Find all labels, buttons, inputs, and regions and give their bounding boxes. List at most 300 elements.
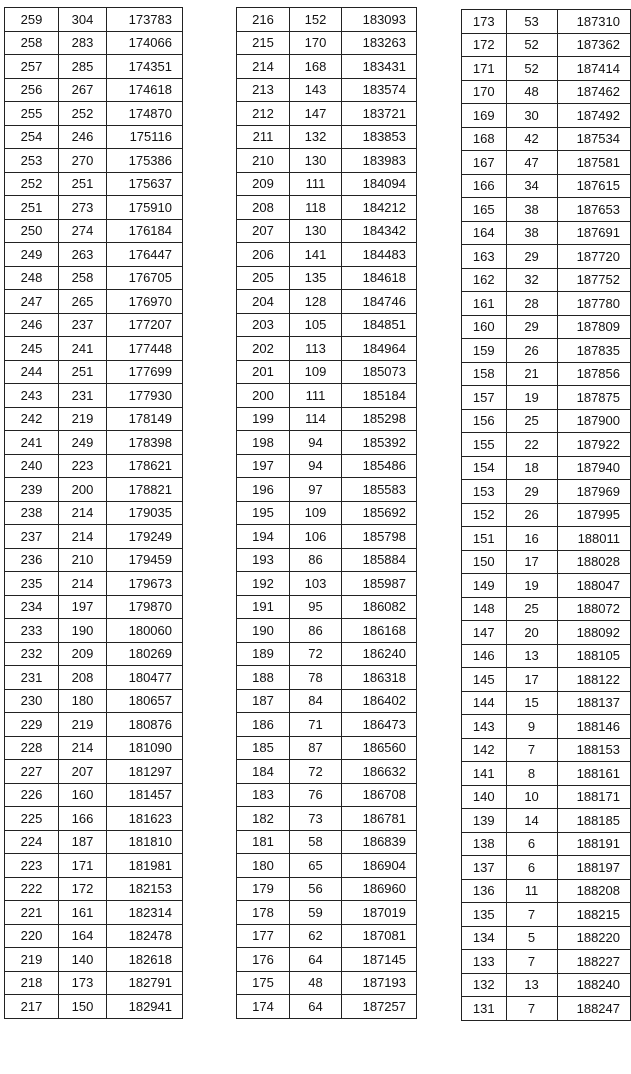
table-row <box>5 384 183 408</box>
table-row <box>5 360 183 384</box>
cumulative-cell: 183263 <box>342 31 417 55</box>
score-cell: 187 <box>237 689 290 713</box>
table-row <box>5 572 183 596</box>
score-cell: 184 <box>237 760 290 784</box>
cumulative-cell: 188247 <box>557 997 630 1021</box>
table-row <box>237 290 417 314</box>
cumulative-cell: 186318 <box>342 666 417 690</box>
count-cell: 16 <box>506 527 557 551</box>
score-cell: 224 <box>5 830 59 854</box>
score-cell: 238 <box>5 501 59 525</box>
count-cell: 29 <box>506 245 557 269</box>
cumulative-cell: 177930 <box>107 384 183 408</box>
table-row <box>462 785 631 809</box>
count-cell: 210 <box>59 548 107 572</box>
table-row <box>462 621 631 645</box>
count-cell: 94 <box>290 431 342 455</box>
cumulative-cell: 175116 <box>107 125 183 149</box>
score-cell: 216 <box>237 8 290 32</box>
score-cell: 227 <box>5 760 59 784</box>
score-cell: 172 <box>462 33 507 57</box>
count-cell: 267 <box>59 78 107 102</box>
score-cell: 154 <box>462 456 507 480</box>
score-cell: 181 <box>237 830 290 854</box>
count-cell: 72 <box>290 760 342 784</box>
score-cell: 198 <box>237 431 290 455</box>
score-cell: 164 <box>462 221 507 245</box>
count-cell: 52 <box>506 57 557 81</box>
cumulative-cell: 178821 <box>107 478 183 502</box>
count-cell: 258 <box>59 266 107 290</box>
cumulative-cell: 188171 <box>557 785 630 809</box>
count-cell: 164 <box>59 924 107 948</box>
cumulative-cell: 185583 <box>342 478 417 502</box>
score-cell: 131 <box>462 997 507 1021</box>
cumulative-cell: 187145 <box>342 948 417 972</box>
score-cell: 210 <box>237 149 290 173</box>
score-cell: 193 <box>237 548 290 572</box>
count-cell: 197 <box>59 595 107 619</box>
score-cell: 203 <box>237 313 290 337</box>
table-row <box>462 433 631 457</box>
score-cell: 249 <box>5 243 59 267</box>
table-row <box>5 807 183 831</box>
table-row <box>462 574 631 598</box>
score-cell: 186 <box>237 713 290 737</box>
cumulative-cell: 183093 <box>342 8 417 32</box>
score-cell: 183 <box>237 783 290 807</box>
table-row <box>462 832 631 856</box>
count-cell: 114 <box>290 407 342 431</box>
cumulative-cell: 187995 <box>557 503 630 527</box>
cumulative-cell: 181623 <box>107 807 183 831</box>
cumulative-cell: 179673 <box>107 572 183 596</box>
table-row <box>237 196 417 220</box>
score-cell: 200 <box>237 384 290 408</box>
score-cell: 256 <box>5 78 59 102</box>
count-cell: 73 <box>290 807 342 831</box>
count-cell: 84 <box>290 689 342 713</box>
cumulative-cell: 184094 <box>342 172 417 196</box>
score-cell: 205 <box>237 266 290 290</box>
table-row <box>237 55 417 79</box>
table-row <box>237 407 417 431</box>
count-cell: 170 <box>290 31 342 55</box>
cumulative-cell: 188240 <box>557 973 630 997</box>
cumulative-cell: 183721 <box>342 102 417 126</box>
cumulative-cell: 177207 <box>107 313 183 337</box>
score-cell: 179 <box>237 877 290 901</box>
cumulative-cell: 184851 <box>342 313 417 337</box>
count-cell: 19 <box>506 574 557 598</box>
score-cell: 160 <box>462 315 507 339</box>
table-row <box>462 221 631 245</box>
table-row <box>5 619 183 643</box>
table-row <box>462 174 631 198</box>
score-cell: 221 <box>5 901 59 925</box>
cumulative-cell: 184212 <box>342 196 417 220</box>
cumulative-cell: 188220 <box>557 926 630 950</box>
count-cell: 17 <box>506 668 557 692</box>
score-cell: 215 <box>237 31 290 55</box>
count-cell: 11 <box>506 879 557 903</box>
table-row <box>5 219 183 243</box>
count-cell: 94 <box>290 454 342 478</box>
score-cell: 206 <box>237 243 290 267</box>
table-row <box>237 760 417 784</box>
count-cell: 231 <box>59 384 107 408</box>
score-cell: 166 <box>462 174 507 198</box>
cumulative-cell: 187492 <box>557 104 630 128</box>
cumulative-cell: 180657 <box>107 689 183 713</box>
cumulative-cell: 188197 <box>557 856 630 880</box>
table-row <box>237 830 417 854</box>
cumulative-cell: 184746 <box>342 290 417 314</box>
count-cell: 22 <box>506 433 557 457</box>
cumulative-cell: 182478 <box>107 924 183 948</box>
cumulative-cell: 186402 <box>342 689 417 713</box>
table-row <box>462 57 631 81</box>
score-cell: 250 <box>5 219 59 243</box>
score-cell: 157 <box>462 386 507 410</box>
score-cell: 241 <box>5 431 59 455</box>
count-cell: 10 <box>506 785 557 809</box>
table-row <box>462 879 631 903</box>
score-cell: 209 <box>237 172 290 196</box>
score-cell: 243 <box>5 384 59 408</box>
table-row <box>5 407 183 431</box>
table-row <box>237 689 417 713</box>
count-cell: 53 <box>506 10 557 34</box>
score-cell: 161 <box>462 292 507 316</box>
count-cell: 190 <box>59 619 107 643</box>
count-cell: 30 <box>506 104 557 128</box>
score-cell: 162 <box>462 268 507 292</box>
score-cell: 159 <box>462 339 507 363</box>
cumulative-cell: 173783 <box>107 8 183 32</box>
cumulative-cell: 187257 <box>342 995 417 1019</box>
cumulative-cell: 186708 <box>342 783 417 807</box>
table-row <box>237 102 417 126</box>
count-cell: 111 <box>290 384 342 408</box>
score-cell: 218 <box>5 971 59 995</box>
count-cell: 187 <box>59 830 107 854</box>
score-cell: 258 <box>5 31 59 55</box>
table-row <box>5 642 183 666</box>
cumulative-cell: 174870 <box>107 102 183 126</box>
count-cell: 283 <box>59 31 107 55</box>
table-row <box>237 266 417 290</box>
score-cell: 231 <box>5 666 59 690</box>
count-cell: 208 <box>59 666 107 690</box>
table-row <box>237 360 417 384</box>
score-cell: 149 <box>462 574 507 598</box>
cumulative-cell: 186082 <box>342 595 417 619</box>
cumulative-cell: 188092 <box>557 621 630 645</box>
table-row <box>237 478 417 502</box>
score-cell: 146 <box>462 644 507 668</box>
cumulative-cell: 178398 <box>107 431 183 455</box>
table-row <box>237 666 417 690</box>
count-cell: 109 <box>290 501 342 525</box>
score-cell: 225 <box>5 807 59 831</box>
count-cell: 65 <box>290 854 342 878</box>
cumulative-cell: 174618 <box>107 78 183 102</box>
table-row <box>237 31 417 55</box>
count-cell: 219 <box>59 713 107 737</box>
count-cell: 172 <box>59 877 107 901</box>
count-cell: 71 <box>290 713 342 737</box>
score-cell: 138 <box>462 832 507 856</box>
count-cell: 7 <box>506 903 557 927</box>
count-cell: 86 <box>290 548 342 572</box>
table-row <box>237 172 417 196</box>
score-cell: 199 <box>237 407 290 431</box>
table-row <box>5 196 183 220</box>
cumulative-cell: 187362 <box>557 33 630 57</box>
cumulative-cell: 184342 <box>342 219 417 243</box>
score-table-column-2 <box>236 7 417 1019</box>
cumulative-cell: 180477 <box>107 666 183 690</box>
cumulative-cell: 186839 <box>342 830 417 854</box>
table-row <box>237 337 417 361</box>
cumulative-cell: 185298 <box>342 407 417 431</box>
cumulative-cell: 186960 <box>342 877 417 901</box>
cumulative-cell: 175910 <box>107 196 183 220</box>
count-cell: 7 <box>506 738 557 762</box>
score-cell: 239 <box>5 478 59 502</box>
table-row <box>237 8 417 32</box>
count-cell: 118 <box>290 196 342 220</box>
table-row <box>237 995 417 1019</box>
score-cell: 144 <box>462 691 507 715</box>
score-cell: 254 <box>5 125 59 149</box>
table-row <box>462 198 631 222</box>
score-cell: 222 <box>5 877 59 901</box>
table-row <box>462 973 631 997</box>
table-row <box>237 783 417 807</box>
cumulative-cell: 186560 <box>342 736 417 760</box>
table-row <box>5 854 183 878</box>
table-row <box>5 172 183 196</box>
count-cell: 249 <box>59 431 107 455</box>
cumulative-cell: 188161 <box>557 762 630 786</box>
count-cell: 5 <box>506 926 557 950</box>
count-cell: 160 <box>59 783 107 807</box>
count-cell: 52 <box>506 33 557 57</box>
table-row <box>5 102 183 126</box>
score-cell: 158 <box>462 362 507 386</box>
table-row <box>237 313 417 337</box>
cumulative-cell: 181297 <box>107 760 183 784</box>
score-cell: 143 <box>462 715 507 739</box>
table-row <box>5 924 183 948</box>
count-cell: 130 <box>290 219 342 243</box>
score-cell: 197 <box>237 454 290 478</box>
score-cell: 148 <box>462 597 507 621</box>
cumulative-cell: 186168 <box>342 619 417 643</box>
table-row <box>237 595 417 619</box>
table-row <box>237 901 417 925</box>
cumulative-cell: 185798 <box>342 525 417 549</box>
table-row <box>5 995 183 1019</box>
table-row <box>237 713 417 737</box>
cumulative-cell: 186904 <box>342 854 417 878</box>
table-row <box>462 503 631 527</box>
count-cell: 29 <box>506 315 557 339</box>
count-cell: 34 <box>506 174 557 198</box>
cumulative-cell: 182941 <box>107 995 183 1019</box>
table-row <box>462 315 631 339</box>
table-row <box>5 689 183 713</box>
score-cell: 190 <box>237 619 290 643</box>
cumulative-cell: 186781 <box>342 807 417 831</box>
table-row <box>462 80 631 104</box>
count-cell: 106 <box>290 525 342 549</box>
count-cell: 135 <box>290 266 342 290</box>
count-cell: 13 <box>506 973 557 997</box>
score-cell: 185 <box>237 736 290 760</box>
table-row <box>5 948 183 972</box>
score-cell: 229 <box>5 713 59 737</box>
cumulative-cell: 180269 <box>107 642 183 666</box>
count-cell: 237 <box>59 313 107 337</box>
score-cell: 208 <box>237 196 290 220</box>
count-cell: 304 <box>59 8 107 32</box>
score-cell: 201 <box>237 360 290 384</box>
table-row <box>237 572 417 596</box>
table-row <box>5 55 183 79</box>
table-row <box>462 738 631 762</box>
cumulative-cell: 186473 <box>342 713 417 737</box>
cumulative-cell: 183853 <box>342 125 417 149</box>
score-cell: 223 <box>5 854 59 878</box>
table-row <box>462 480 631 504</box>
cumulative-cell: 188153 <box>557 738 630 762</box>
table-row <box>237 78 417 102</box>
cumulative-cell: 187809 <box>557 315 630 339</box>
score-cell: 174 <box>237 995 290 1019</box>
cumulative-cell: 185987 <box>342 572 417 596</box>
table-row <box>462 456 631 480</box>
score-cell: 145 <box>462 668 507 692</box>
score-cell: 247 <box>5 290 59 314</box>
count-cell: 214 <box>59 736 107 760</box>
score-cell: 165 <box>462 198 507 222</box>
cumulative-cell: 181810 <box>107 830 183 854</box>
score-cell: 175 <box>237 971 290 995</box>
cumulative-cell: 187615 <box>557 174 630 198</box>
table-row <box>5 548 183 572</box>
table-row <box>5 78 183 102</box>
count-cell: 214 <box>59 572 107 596</box>
score-cell: 219 <box>5 948 59 972</box>
count-cell: 219 <box>59 407 107 431</box>
table-row <box>237 125 417 149</box>
cumulative-cell: 180876 <box>107 713 183 737</box>
score-cell: 211 <box>237 125 290 149</box>
cumulative-cell: 188146 <box>557 715 630 739</box>
count-cell: 265 <box>59 290 107 314</box>
count-cell: 17 <box>506 550 557 574</box>
cumulative-cell: 188208 <box>557 879 630 903</box>
cumulative-cell: 188105 <box>557 644 630 668</box>
cumulative-cell: 179459 <box>107 548 183 572</box>
score-cell: 245 <box>5 337 59 361</box>
cumulative-cell: 177699 <box>107 360 183 384</box>
table-row <box>5 290 183 314</box>
cumulative-cell: 175637 <box>107 172 183 196</box>
count-cell: 140 <box>59 948 107 972</box>
table-row <box>462 268 631 292</box>
cumulative-cell: 187534 <box>557 127 630 151</box>
score-cell: 137 <box>462 856 507 880</box>
cumulative-cell: 178149 <box>107 407 183 431</box>
table-row <box>462 10 631 34</box>
score-cell: 236 <box>5 548 59 572</box>
table-row <box>5 125 183 149</box>
cumulative-cell: 177448 <box>107 337 183 361</box>
score-cell: 151 <box>462 527 507 551</box>
score-cell: 176 <box>237 948 290 972</box>
count-cell: 26 <box>506 339 557 363</box>
table-row <box>5 31 183 55</box>
count-cell: 141 <box>290 243 342 267</box>
score-cell: 228 <box>5 736 59 760</box>
count-cell: 20 <box>506 621 557 645</box>
count-cell: 6 <box>506 856 557 880</box>
cumulative-cell: 176970 <box>107 290 183 314</box>
score-cell: 212 <box>237 102 290 126</box>
score-cell: 253 <box>5 149 59 173</box>
table-row <box>462 668 631 692</box>
score-cell: 163 <box>462 245 507 269</box>
cumulative-cell: 175386 <box>107 149 183 173</box>
count-cell: 241 <box>59 337 107 361</box>
count-cell: 161 <box>59 901 107 925</box>
table-row <box>462 550 631 574</box>
count-cell: 132 <box>290 125 342 149</box>
score-cell: 189 <box>237 642 290 666</box>
count-cell: 25 <box>506 597 557 621</box>
cumulative-cell: 188185 <box>557 809 630 833</box>
score-cell: 235 <box>5 572 59 596</box>
count-cell: 128 <box>290 290 342 314</box>
score-cell: 252 <box>5 172 59 196</box>
score-table-column-1 <box>4 7 183 1019</box>
count-cell: 273 <box>59 196 107 220</box>
cumulative-cell: 187691 <box>557 221 630 245</box>
score-cell: 170 <box>462 80 507 104</box>
score-cell: 192 <box>237 572 290 596</box>
cumulative-cell: 187835 <box>557 339 630 363</box>
count-cell: 47 <box>506 151 557 175</box>
cumulative-cell: 188122 <box>557 668 630 692</box>
count-cell: 25 <box>506 409 557 433</box>
table-row <box>237 642 417 666</box>
count-cell: 64 <box>290 995 342 1019</box>
score-cell: 230 <box>5 689 59 713</box>
cumulative-cell: 179870 <box>107 595 183 619</box>
score-cell: 191 <box>237 595 290 619</box>
score-cell: 244 <box>5 360 59 384</box>
count-cell: 111 <box>290 172 342 196</box>
score-cell: 204 <box>237 290 290 314</box>
count-cell: 48 <box>506 80 557 104</box>
table-row <box>237 619 417 643</box>
table-row <box>5 149 183 173</box>
count-cell: 214 <box>59 501 107 525</box>
